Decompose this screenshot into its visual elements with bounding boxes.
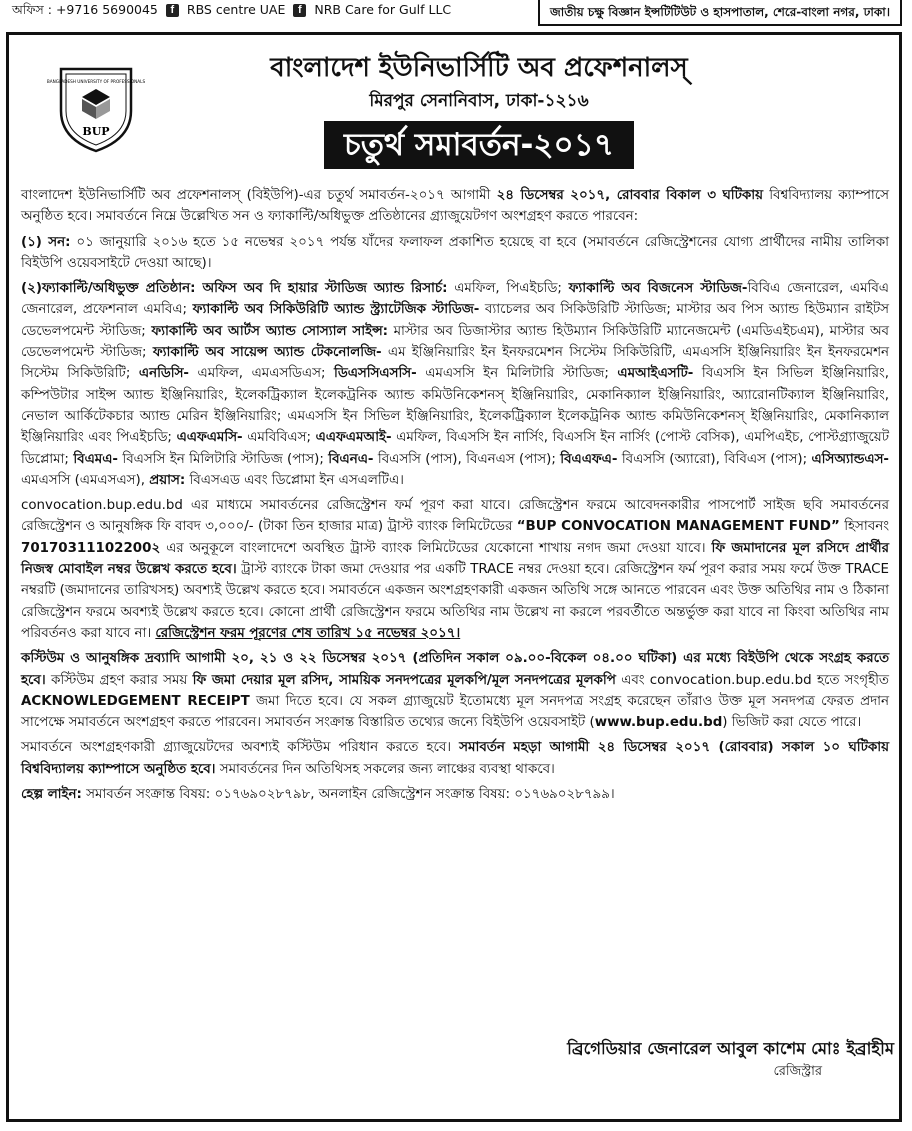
- paragraph-intro: [21, 185, 889, 228]
- text: এমএসসি ইন মিলিটারি স্টাডিজ;: [416, 366, 618, 382]
- fund-name: “BUP CONVOCATION MANAGEMENT FUND”: [516, 519, 840, 535]
- office-phone: অফিস : +9716 5690045: [12, 2, 158, 17]
- fb-page-nrb: NRB Care for Gulf LLC: [314, 2, 452, 17]
- text: এমফিল, বিএসসি ইন নার্সিং, বিএসসি ইন নার্সিং (পোস্ট বেসিক), এমপিএইচ, পোস্টগ্র্যাজুয়েট ডিপ্লোমা;: [21, 430, 889, 467]
- text: বিএসসি ইন মিলিটারি স্টাডিজ (পাস);: [117, 451, 329, 467]
- notice-header: [159, 49, 799, 169]
- crest-initials: BUP: [82, 125, 110, 138]
- university-name: বাংলাদেশ ইউনিভার্সিটি অব প্রফেশনালস্: [270, 53, 688, 83]
- registration-deadline: রেজিস্ট্রেশন ফরম পূরণের শেষ তারিখ ১৫ নভেম্বর ২০১৭।: [155, 625, 461, 641]
- costume-dates: কস্টিউম ও আনুষঙ্গিক দ্রব্যাদি আগামী ২০, ২১ ও ২২ ডিসেম্বর ২০১৭ (প্রতিদিন সকাল ০৯.০০-বিকেল ০৪.০০ ঘটিকা) এর মধ্যে বিইউপি থেকে সংগ্রহ করতে হবে।: [21, 651, 889, 688]
- text: এমফিল, পিএইচডি;: [447, 281, 569, 297]
- text: সমাবর্তনের দিন অতিথিসহ সকলের জন্য লাঞ্চের ব্যবস্থা থাকবে।: [215, 761, 555, 777]
- top-strip: [0, 0, 912, 30]
- label: (২)ফ্যাকাল্টি/অধিভুক্ত প্রতিষ্ঠান: অফিস অব দি হায়ার স্টাডিজ অ্যান্ড রিসার্চ:: [21, 281, 448, 297]
- bup-crest-icon: [46, 61, 146, 153]
- text: বিএসএড এবং ডিপ্লোমা ইন এসএলটিএ।: [185, 472, 404, 488]
- text: এর অনুকূলে বাংলাদেশে অবস্থিত ট্রাস্ট ব্যাংক লিমিটেডের যেকোনো শাখায় নগদ জমা দেওয়া যাবে।: [160, 540, 712, 556]
- text: ব্যাচেলর অব সিকিউরিটি স্টাডিজ; মাস্টার অব পিস অ্যান্ড হিউম্যান রাইটস ডেভেলপমেন্ট স্টাডিজ;: [21, 302, 889, 339]
- label: বিএনএ-: [328, 451, 374, 467]
- text: বিএসসি (পাস), বিএনএস (পাস);: [373, 451, 561, 467]
- acknowledgement-receipt: ACKNOWLEDGEMENT RECEIPT: [21, 693, 250, 709]
- label: এএফএমসি-: [176, 430, 243, 446]
- text: এমবিবিএস;: [242, 430, 316, 446]
- label: বিএএফএ-: [560, 451, 618, 467]
- signatory-title: রেজিস্ট্রার: [773, 1064, 822, 1079]
- event-datetime: ২৪ ডিসেম্বর ২০১৭, রোববার বিকাল ৩ ঘটিকায়: [496, 188, 764, 203]
- text: এম ইঞ্জিনিয়ারিং ইন ইনফরমেশন সিস্টেম সিকিউরিটি, এমএসসি ইঞ্জিনিয়ারিং ইন ইনফরমেশন সিস্টেম সিকিউরিটি;: [21, 345, 889, 382]
- website-link: www.bup.edu.bd: [594, 715, 723, 731]
- documents-list: ফি জমা দেয়ার মূল রসিদ, সাময়িক সনদপত্রের মূলকপি/মূল সনদপত্রের মূলকপি: [192, 672, 616, 688]
- text: বাংলাদেশ ইউনিভার্সিটি অব প্রফেশনালস্ (বিইউপি)-এর চতুর্থ সমাবর্তন-২০১৭ আগামী: [21, 188, 497, 203]
- text: কস্টিউম গ্রহণ করার সময়: [45, 672, 193, 688]
- text: ০১ জানুয়ারি ২০১৬ হতে ১৫ নভেম্বর ২০১৭ পর্যন্ত যাঁদের ফলাফল প্রকাশিত হয়েছে বা হবে (সমাবর্তনে রেজিস্ট্রেশনের যোগ্য প্রার্থীদের নামীয় তালিকা বিইউপি ওয়েবসাইটে দেওয়া আছে)।: [21, 234, 889, 271]
- label: (১) সন:: [21, 234, 71, 250]
- label: ফ্যাকাল্টি অব আর্টস অ্যান্ড সোস্যাল সাইন্স:: [151, 323, 389, 339]
- paragraph-registration: [21, 495, 889, 644]
- text: বিবিএ জেনারেল, এমবিএ জেনারেল, প্রফেশনাল এমবিএ;: [21, 281, 889, 318]
- text: এবং convocation.bup.edu.bd হতে সংগৃহীত: [615, 672, 889, 688]
- text: বিশ্ববিদ্যালয় ক্যাম্পাসে অনুষ্ঠিত হবে। সমাবর্তনে নিম্নে উল্লেখিত সন ও ফ্যাকাল্টি/অধিভুক্ত প্রতিষ্ঠানের গ্র্যাজুয়েটগণ অংশগ্রহণ করতে পারবেন:: [21, 188, 889, 225]
- helpline-numbers: সমাবর্তন সংক্রান্ত বিষয়: ০১৭৬৯০২৮৭৯৮, অনলাইন রেজিস্ট্রেশন সংক্রান্ত বিষয়: ০১৭৬৯০২৮৭৯৯।: [81, 787, 615, 803]
- helpline-label: হেল্প লাইন:: [21, 787, 82, 803]
- notice-frame: [6, 32, 902, 1122]
- facebook-icon: f: [293, 4, 306, 17]
- text: এমফিল, এমএসডিএস;: [189, 366, 335, 382]
- text: হিসাবনং: [839, 519, 889, 535]
- text: ট্রাস্ট ব্যাংকে টাকা জমা দেওয়ার পর একটি TRACE নম্বর দেওয়া হবে। রেজিস্ট্রেশন ফর্ম পূরণ করার সময় ফর্মে উক্ত TRACE নম্বরটি (জমাদানের তারিখসহ) অবশ্যই উল্লেখ করতে হবে। সমাবর্তনে একজন অংশগ্রহণকারী একজন অতিথি সঙ্গে আনতে পারবেন এবং উক্ত অতিথির নাম ও ঠিকানা রেজিস্ট্রেশন ফরমে অবশ্যই উল্লেখ করতে হবে। কোনো প্রার্থী রেজিস্ট্রেশন ফরমে অতিথির নাম উল্লেখ না করলে পরবর্তীতে অন্তর্ভুক্ত করা যাবে না কিংবা অতিথির নাম পরিবর্তনও করা যাবে না।: [21, 562, 889, 641]
- label: এনডিসি-: [138, 366, 189, 382]
- fb-page-rbs: RBS centre UAE: [186, 2, 286, 17]
- label: এমআইএসটি-: [617, 366, 694, 382]
- label: ফ্যাকাল্টি অব সায়েন্স অ্যান্ড টেকনোলজি-: [152, 345, 382, 361]
- account-number: 70170311102200২: [21, 540, 161, 556]
- top-right-ad: জাতীয় চক্ষু বিজ্ঞান ইন্সটিটিউট ও হাসপাতাল, শেরে-বাংলা নগর, ঢাকা।: [538, 0, 902, 26]
- mobile-note: ফি জমাদানের মূল রসিদে প্রার্থীর নিজস্ব মোবাইল নম্বর উল্লেখ করতে হবে।: [21, 540, 889, 578]
- paragraph-rehearsal: [21, 737, 889, 780]
- rehearsal-info: সমাবর্তন মহড়া আগামী ২৪ ডিসেম্বর ২০১৭ (রোববার) সকাল ১০ ঘটিকায় বিশ্ববিদ্যালয় ক্যাম্পাসে অনুষ্ঠিত হবে।: [21, 740, 890, 777]
- text: মাস্টার অব ডিজাস্টার অ্যান্ড হিউম্যান সিকিউরিটি ম্যানেজমেন্ট (এমডিএইচএম), মাস্টার অব ডেভেলপমেন্ট স্টাডিজ;: [21, 323, 889, 361]
- label: ফ্যাকাল্টি অব সিকিউরিটি অ্যান্ড স্ট্র্যাটেজিক স্টাডিজ-: [192, 302, 480, 318]
- text: জমা দিতে হবে। যে সকল গ্র্যাজুয়েট ইতোমধ্যে মূল সনদপত্র সংগ্রহ করেছেন তাঁরাও উক্ত মূল সনদপত্র ফেরত প্রদান সাপেক্ষে সমাবর্তনে অংশগ্রহণ করতে পারবেন। সমাবর্তন সংক্রান্ত বিস্তারিত তথ্যের জন্যে বিইউপি ওয়েবসাইট (: [21, 693, 889, 731]
- text: convocation.bup.edu.bd এর মাধ্যমে সমাবর্তনের রেজিস্ট্রেশন ফর্ম পূরণ করা যাবে। রেজিস্ট্রেশন ফরমে আবেদনকারীর পাসপোর্ট সাইজ ছবি সমাবর্তনের রেজিস্ট্রেশন ও আনুষঙ্গিক ফি বাবদ ৩,০০০/- (টাকা তিন হাজার মাত্র) ট্রাস্ট ব্যাংক লিমিটেডের: [21, 498, 889, 535]
- label: ডিএসসিএসসি-: [334, 366, 417, 382]
- paragraph-session: [21, 232, 889, 275]
- label: প্রয়াস:: [149, 472, 186, 488]
- crest-top-text: BANGLADESH UNIVERSITY OF PROFESSIONALS: [46, 79, 146, 84]
- signatory-name: ব্রিগেডিয়ার জেনারেল আবুল কাশেম মোঃ ইব্রাহীম: [567, 1039, 894, 1058]
- text: এমএসসি (এমএসএস),: [21, 472, 150, 488]
- text: সমাবর্তনে অংশগ্রহণকারী গ্র্যাজুয়েটদের অবশ্যই কস্টিউম পরিধান করতে হবে।: [21, 740, 460, 756]
- label: ফ্যাকাল্টি অব বিজনেস স্টাডিজ-: [568, 281, 748, 297]
- top-left-contacts: [12, 0, 451, 20]
- text: বিএসসি ইন সিভিল ইঞ্জিনিয়ারিং, কম্পিউটার সাইন্স অ্যান্ড ইঞ্জিনিয়ারিং, ইলেকট্রিক্যাল ইলেকট্রনিক অ্যান্ড কমিউনিকেশনস্ ইঞ্জিনিয়ারিং, মেকানিক্যাল ইঞ্জিনিয়ারিং, অ্যারোনটিক্যাল ইঞ্জিনিয়ারিং, নেভাল আর্কিটেকচার অ্যান্ড মেরিন ইঞ্জিনিয়ারিং; এমএসসি ইন সিভিল ইঞ্জিনিয়ারিং, ইলেকট্রিক্যাল ইলেকট্রনিক অ্যান্ড কমিউনিকেশনস্ ইঞ্জিনিয়ারিং, মেকানিক্যাল ইঞ্জিনিয়ারিং এবং পিএইচডি;: [21, 366, 889, 446]
- text: ) ভিজিট করা যেতে পারে।: [722, 715, 862, 731]
- text: বিএসসি (অ্যারো), বিবিএস (পাস);: [617, 451, 812, 467]
- label: এসিঅ্যান্ডএস-: [811, 451, 889, 467]
- label: বিএমএ-: [73, 451, 118, 467]
- paragraph-helpline: [21, 784, 889, 805]
- signature-block: [567, 1036, 894, 1082]
- paragraph-faculties: [21, 278, 889, 491]
- convocation-banner: চতুর্থ সমাবর্তন-২০১৭: [324, 121, 634, 169]
- paragraph-costume: [21, 648, 889, 733]
- label: এএফএমআই-: [315, 430, 392, 446]
- notice-body: [21, 185, 889, 809]
- facebook-icon: f: [166, 4, 179, 17]
- campus-address: মিরপুর সেনানিবাস, ঢাকা-১২১৬: [369, 91, 589, 111]
